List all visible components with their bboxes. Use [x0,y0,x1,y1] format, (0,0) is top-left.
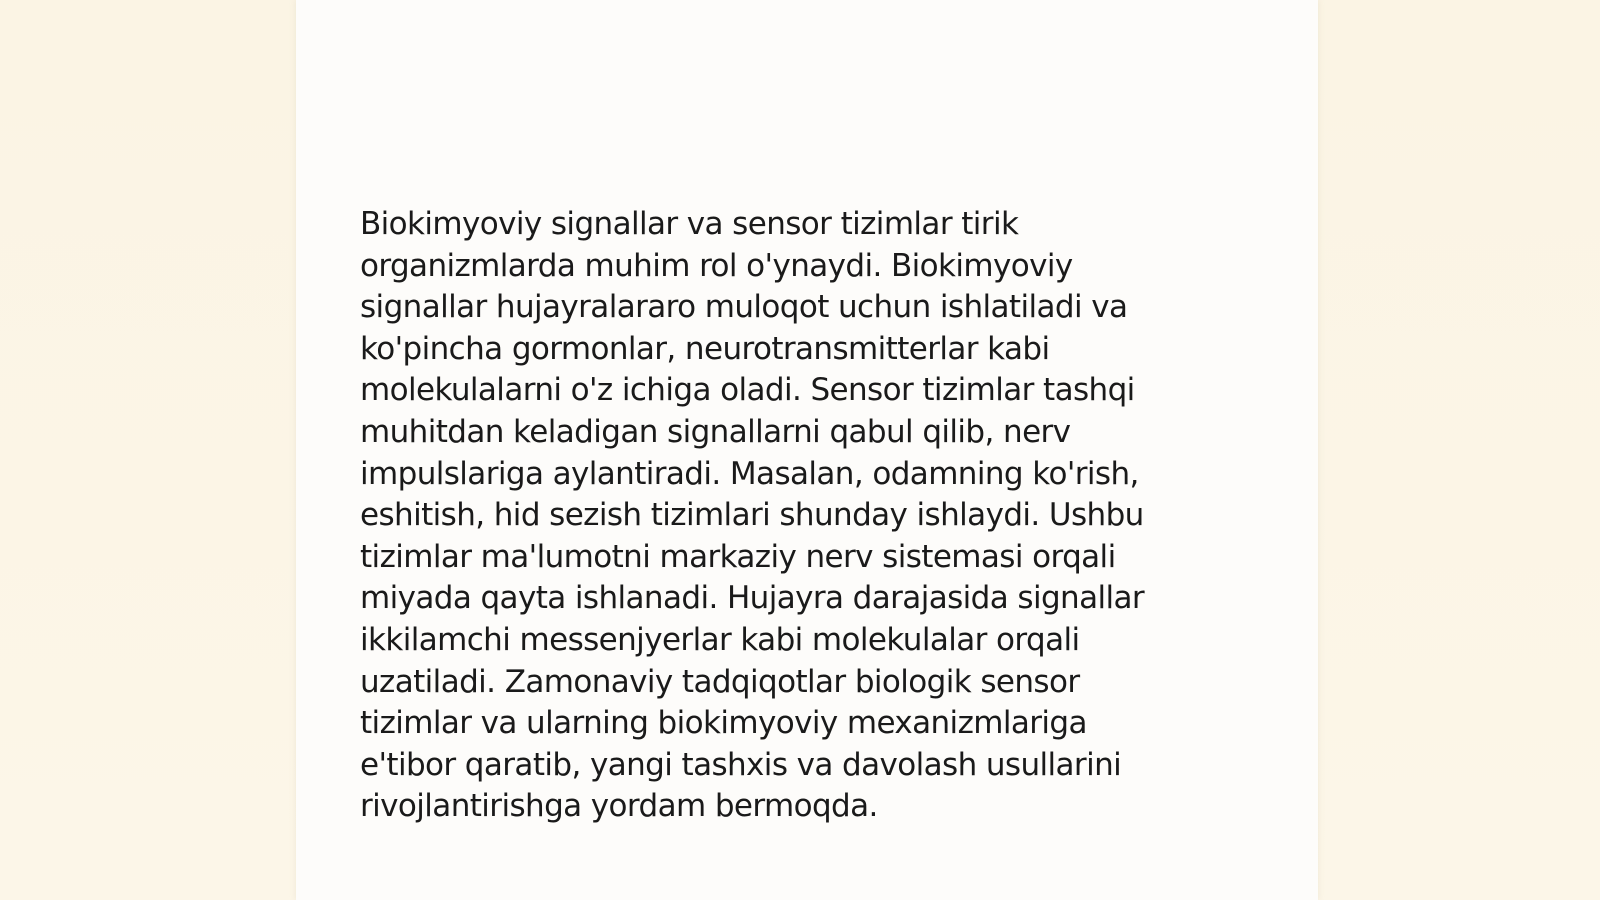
text-line: molekulalarni o'z ichiga oladi. Sensor tizimlar tashqi [360,372,1135,409]
text-line: Biokimyoviy signallar va sensor tizimlar tirik [360,206,1019,242]
text-line: miyada qayta ishlanadi. Hujayra darajasida signallar [360,580,1145,617]
text-line: uzatiladi. Zamonaviy tadqiqotlar biologik sensor [360,663,1080,700]
left-margin-panel [0,0,296,900]
right-margin-panel [1318,0,1600,900]
text-line: ko'pincha gormonlar, neurotransmitterlar kabi [360,330,1050,367]
text-line: ikkilamchi messenjyerlar kabi molekulalar orqali [360,621,1080,658]
text-line: organizmlarda muhim rol o'ynaydi. Biokimyoviy [360,247,1073,284]
text-line: tizimlar ma'lumotni markaziy nerv sistemasi orqali [360,538,1116,575]
text-line: impulslariga aylantiradi. Masalan, odamning ko'rish, [360,455,1139,492]
text-line: e'tibor qaratib, yangi tashxis va davolash usullarini [360,746,1122,783]
document-page [296,0,1318,900]
text-line: signallar hujayralararo muloqot uchun ishlatiladi va [360,289,1128,326]
text-line: rivojlantirishga yordam bermoqda. [360,788,878,825]
text-line: eshitish, hid sezish tizimlari shunday ishlaydi. Ushbu [360,497,1144,534]
body-paragraph [360,204,1240,828]
text-line: muhitdan keladigan signallarni qabul qilib, nerv [360,413,1071,450]
text-line: tizimlar va ularning biokimyoviy mexanizmlariga [360,705,1087,742]
